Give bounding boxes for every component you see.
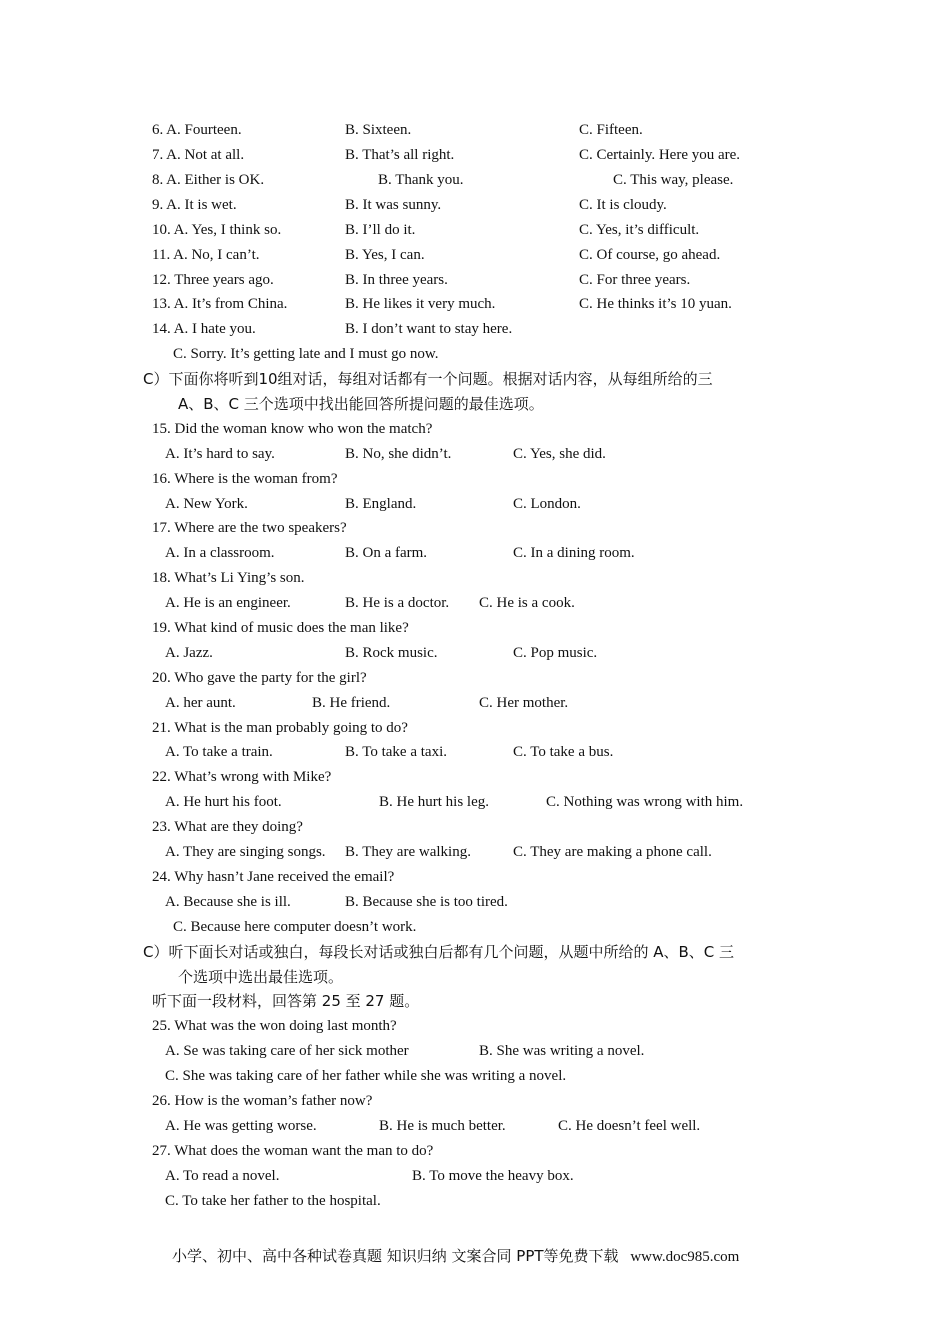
q6-option-b: B. Sixteen. [345,122,412,138]
q23-option-c: C. They are making a phone call. [513,844,712,860]
q14-option-a: 14. A. I hate you. [152,321,256,337]
q15-option-b: B. No, she didn’t. [345,446,452,462]
q22-option-a: A. He hurt his foot. [165,794,282,810]
question-27: 27. What does the woman want the man to do? [152,1143,434,1159]
q18-option-a: A. He is an engineer. [165,595,291,611]
q9-option-b: B. It was sunny. [345,197,442,213]
q24-option-b: B. Because she is too tired. [345,894,508,910]
page-footer [172,1245,739,1266]
q19-option-c: C. Pop music. [513,645,598,661]
q25-option-a: A. Se was taking care of her sick mother [165,1043,409,1059]
q11-option-c: C. Of course, go ahead. [579,247,721,263]
q21-option-b: B. To take a taxi. [345,744,447,760]
q24-option-c: C. Because here computer doesn’t work. [173,919,417,935]
q17-option-c: C. In a dining room. [513,545,635,561]
question-22: 22. What’s wrong with Mike? [152,769,332,785]
q23-option-a: A. They are singing songs. [165,844,326,860]
q24-option-a: A. Because she is ill. [165,894,291,910]
q27-option-b: B. To move the heavy box. [412,1168,574,1184]
q8-option-b: B. Thank you. [378,172,464,188]
q17-option-a: A. In a classroom. [165,545,275,561]
section-c2-instruction-line2: 个选项中选出最佳选项。 [178,968,344,986]
q9-option-c: C. It is cloudy. [579,197,667,213]
q9-option-a: 9. A. It is wet. [152,197,237,213]
question-26: 26. How is the woman’s father now? [152,1093,373,1109]
question-18: 18. What’s Li Ying’s son. [152,570,305,586]
q22-option-b: B. He hurt his leg. [379,794,489,810]
q26-option-b: B. He is much better. [379,1118,506,1134]
q6-option-a: 6. A. Fourteen. [152,122,242,138]
q12-option-a: 12. Three years ago. [152,272,274,288]
q21-option-c: C. To take a bus. [513,744,614,760]
q25-option-b: B. She was writing a novel. [479,1043,645,1059]
q12-option-c: C. For three years. [579,272,691,288]
q20-option-b: B. He friend. [312,695,391,711]
question-25: 25. What was the won doing last month? [152,1018,397,1034]
q27-option-a: A. To read a novel. [165,1168,280,1184]
q10-option-a: 10. A. Yes, I think so. [152,222,282,238]
q25-option-c: C. She was taking care of her father while she was writing a novel. [165,1068,567,1084]
q13-option-a: 13. A. It’s from China. [152,296,288,312]
q14-option-c: C. Sorry. It’s getting late and I must go now. [173,346,439,362]
q11-option-a: 11. A. No, I can’t. [152,247,260,263]
q11-option-b: B. Yes, I can. [345,247,425,263]
q15-option-c: C. Yes, she did. [513,446,606,462]
question-16: 16. Where is the woman from? [152,471,338,487]
q10-option-b: B. I’ll do it. [345,222,416,238]
q20-option-c: C. Her mother. [479,695,569,711]
q12-option-b: B. In three years. [345,272,448,288]
q18-option-b: B. He is a doctor. [345,595,450,611]
q16-option-c: C. London. [513,496,581,512]
q16-option-b: B. England. [345,496,417,512]
q18-option-c: C. He is a cook. [479,595,575,611]
q23-option-b: B. They are walking. [345,844,471,860]
q19-option-b: B. Rock music. [345,645,438,661]
question-21: 21. What is the man probably going to do? [152,720,408,736]
q8-option-a: 8. A. Either is OK. [152,172,265,188]
q7-option-a: 7. A. Not at all. [152,147,245,163]
q7-option-b: B. That’s all right. [345,147,455,163]
question-17: 17. Where are the two speakers? [152,520,347,536]
q15-option-a: A. It’s hard to say. [165,446,275,462]
q6-option-c: C. Fifteen. [579,122,643,138]
section-c1-instruction-line1: C）下面你将听到10组对话，每组对话都有一个问题。根据对话内容，从每组所给的三 [143,370,713,388]
question-24: 24. Why hasn’t Jane received the email? [152,869,395,885]
q13-option-c: C. He thinks it’s 10 yuan. [579,296,732,312]
q14-option-b: B. I don’t want to stay here. [345,321,513,337]
q17-option-b: B. On a farm. [345,545,428,561]
section-c2-subheading: 听下面一段材料，回答第 25 至 27 题。 [152,992,420,1010]
q21-option-a: A. To take a train. [165,744,273,760]
question-19: 19. What kind of music does the man like? [152,620,409,636]
q13-option-b: B. He likes it very much. [345,296,496,312]
footer-text: 小学、初中、高中各种试卷真题 知识归纳 文案合同 PPT等免费下载 [172,1247,619,1265]
q16-option-a: A. New York. [165,496,248,512]
q22-option-c: C. Nothing was wrong with him. [546,794,744,810]
footer-url[interactable]: www.doc985.com [630,1249,740,1265]
q27-option-c: C. To take her father to the hospital. [165,1193,381,1209]
q20-option-a: A. her aunt. [165,695,236,711]
q26-option-a: A. He was getting worse. [165,1118,317,1134]
q19-option-a: A. Jazz. [165,645,213,661]
q7-option-c: C. Certainly. Here you are. [579,147,741,163]
q26-option-c: C. He doesn’t feel well. [558,1118,701,1134]
q8-option-c: C. This way, please. [613,172,734,188]
question-23: 23. What are they doing? [152,819,303,835]
section-c2-instruction-line1: C）听下面长对话或独白，每段长对话或独白后都有几个问题，从题中所给的 A、B、C 三 [143,943,735,961]
section-c1-instruction-line2: A、B、C 三个选项中找出能回答所提问题的最佳选项。 [178,395,544,413]
question-15: 15. Did the woman know who won the match? [152,421,433,437]
question-20: 20. Who gave the party for the girl? [152,670,367,686]
q10-option-c: C. Yes, it’s difficult. [579,222,700,238]
